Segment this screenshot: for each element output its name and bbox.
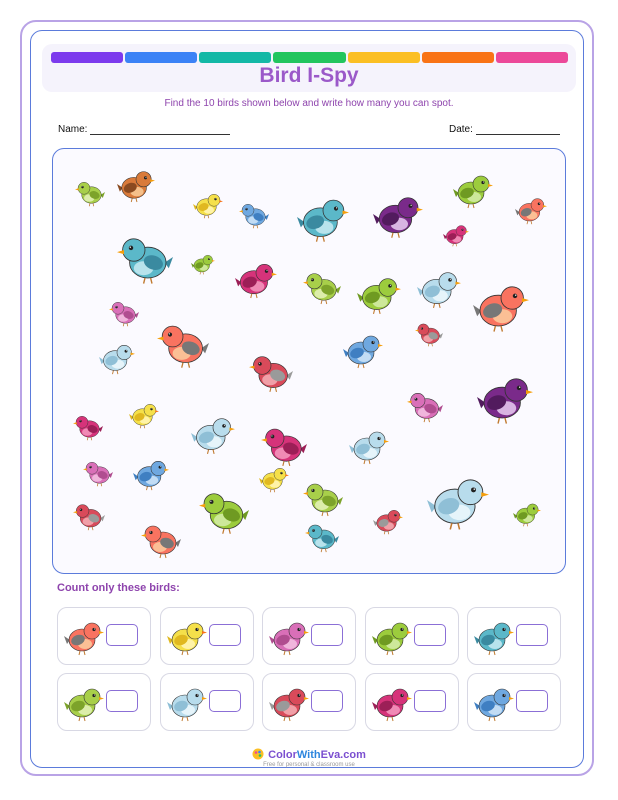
teal-bird-icon bbox=[117, 229, 173, 285]
bird-scene bbox=[52, 148, 566, 574]
pink-bird-icon bbox=[407, 387, 443, 423]
scene-bird bbox=[303, 267, 341, 310]
count-card bbox=[467, 673, 561, 731]
scene-bird bbox=[407, 387, 443, 428]
scene-bird bbox=[373, 189, 423, 244]
count-answer-box[interactable] bbox=[209, 624, 241, 646]
scene-bird bbox=[373, 505, 403, 540]
teal-bird-icon bbox=[297, 191, 349, 243]
stripe-segment bbox=[348, 52, 420, 63]
scene-bird bbox=[141, 519, 181, 564]
instructions-text: Find the 10 birds shown below and write how many you can spot. bbox=[164, 98, 454, 109]
scene-bird bbox=[157, 317, 209, 374]
count-section-label: Count only these birds: bbox=[57, 582, 180, 594]
count-card bbox=[57, 607, 151, 665]
green-bird-icon bbox=[453, 169, 493, 209]
green-bird-icon bbox=[199, 485, 249, 535]
count-card bbox=[365, 607, 459, 665]
scene-bird bbox=[427, 469, 489, 536]
scene-bird bbox=[129, 399, 159, 434]
yellow-bird-icon bbox=[259, 463, 289, 493]
count-answer-box[interactable] bbox=[209, 690, 241, 712]
count-answer-box[interactable] bbox=[106, 624, 138, 646]
scene-bird bbox=[249, 349, 293, 398]
red-gray-bird-icon bbox=[73, 499, 105, 531]
scene-bird bbox=[453, 169, 493, 214]
green-bird-icon bbox=[357, 271, 401, 315]
pink-bird-icon bbox=[83, 457, 113, 487]
scene-bird bbox=[109, 297, 139, 332]
stripe-segment bbox=[51, 52, 123, 63]
lime-round-bird-icon bbox=[303, 267, 341, 305]
scene-bird bbox=[99, 339, 135, 380]
teal-bird-icon bbox=[305, 519, 339, 553]
teal-bird-icon bbox=[474, 616, 514, 656]
scene-bird bbox=[259, 463, 289, 498]
blue-bird-icon bbox=[239, 199, 269, 229]
scene-bird bbox=[477, 369, 533, 430]
lime-round-bird-icon bbox=[75, 177, 105, 207]
magenta-bird-icon bbox=[372, 682, 412, 722]
count-answer-box[interactable] bbox=[516, 690, 548, 712]
orange-bird-icon bbox=[157, 317, 209, 369]
name-label: Name: bbox=[58, 124, 88, 135]
orange-bird-icon bbox=[515, 193, 547, 225]
brand-prefix: Color bbox=[268, 749, 297, 761]
scene-bird bbox=[515, 193, 547, 230]
scene-bird bbox=[513, 499, 541, 532]
date-field[interactable] bbox=[449, 124, 560, 135]
page-title: Bird I-Spy bbox=[259, 64, 359, 87]
pale-blue-bird-icon bbox=[349, 425, 389, 465]
count-answer-box[interactable] bbox=[106, 690, 138, 712]
pink-bird-icon bbox=[269, 616, 309, 656]
green-bird-icon bbox=[513, 499, 541, 527]
brand-suffix: Eva.com bbox=[320, 749, 366, 761]
count-answer-box[interactable] bbox=[516, 624, 548, 646]
scene-bird bbox=[191, 251, 215, 280]
scene-bird bbox=[343, 329, 383, 374]
magenta-bird-icon bbox=[443, 221, 469, 247]
green-bird-icon bbox=[372, 616, 412, 656]
pink-bird-icon bbox=[109, 297, 139, 327]
scene-bird bbox=[297, 191, 349, 248]
magenta-bird-icon bbox=[261, 421, 307, 467]
scene-bird bbox=[473, 277, 529, 338]
scene-bird bbox=[443, 221, 469, 252]
blue-bird-icon bbox=[133, 455, 169, 491]
yellow-bird-icon bbox=[167, 616, 207, 656]
red-gray-bird-icon bbox=[269, 682, 309, 722]
orange-bird-icon bbox=[64, 616, 104, 656]
scene-bird bbox=[193, 189, 223, 224]
count-card bbox=[57, 673, 151, 731]
count-card bbox=[262, 673, 356, 731]
stripe-segment bbox=[273, 52, 345, 63]
orange-bird-icon bbox=[141, 519, 181, 559]
brand-logo bbox=[0, 748, 618, 761]
scene-bird bbox=[417, 265, 461, 314]
purple-bird-icon bbox=[477, 369, 533, 425]
scene-bird bbox=[191, 411, 235, 460]
date-line[interactable] bbox=[476, 125, 560, 135]
scene-bird bbox=[133, 455, 169, 496]
stripe-segment bbox=[422, 52, 494, 63]
lime-round-bird-icon bbox=[303, 477, 343, 517]
name-field[interactable] bbox=[58, 124, 230, 135]
red-gray-bird-icon bbox=[415, 319, 443, 347]
pale-blue-bird-icon bbox=[191, 411, 235, 455]
orange-bird-icon bbox=[473, 277, 529, 333]
lime-round-bird-icon bbox=[64, 682, 104, 722]
footer-tagline: Free for personal & classroom use bbox=[263, 762, 355, 768]
scene-bird bbox=[117, 165, 155, 208]
footer bbox=[0, 748, 618, 768]
count-card bbox=[365, 673, 459, 731]
pale-blue-bird-icon bbox=[427, 469, 489, 531]
purple-bird-icon bbox=[373, 189, 423, 239]
count-card bbox=[467, 607, 561, 665]
scene-bird bbox=[117, 229, 173, 290]
scene-bird bbox=[239, 199, 269, 234]
name-line[interactable] bbox=[90, 125, 230, 135]
pale-blue-bird-icon bbox=[167, 682, 207, 722]
scene-bird bbox=[235, 257, 277, 304]
scene-bird bbox=[303, 477, 343, 522]
brown-bird-icon bbox=[117, 165, 155, 203]
red-gray-bird-icon bbox=[249, 349, 293, 393]
magenta-bird-icon bbox=[235, 257, 277, 299]
scene-bird bbox=[199, 485, 249, 540]
date-label: Date: bbox=[449, 124, 473, 135]
scene-bird bbox=[305, 519, 339, 558]
scene-bird bbox=[83, 457, 113, 492]
scene-bird bbox=[75, 177, 105, 212]
scene-bird bbox=[357, 271, 401, 320]
green-bird-icon bbox=[191, 251, 215, 275]
count-answer-box[interactable] bbox=[311, 624, 343, 646]
stripe-segment bbox=[496, 52, 568, 63]
count-card bbox=[160, 673, 254, 731]
yellow-bird-icon bbox=[193, 189, 223, 219]
count-answer-box[interactable] bbox=[414, 690, 446, 712]
palette-icon bbox=[252, 748, 264, 760]
blue-bird-icon bbox=[343, 329, 383, 369]
scene-bird bbox=[73, 411, 103, 446]
scene-bird bbox=[349, 425, 389, 470]
red-gray-bird-icon bbox=[373, 505, 403, 535]
count-card bbox=[160, 607, 254, 665]
pale-blue-bird-icon bbox=[99, 339, 135, 375]
scene-bird bbox=[415, 319, 443, 352]
count-answer-box[interactable] bbox=[414, 624, 446, 646]
count-answer-box[interactable] bbox=[311, 690, 343, 712]
yellow-bird-icon bbox=[129, 399, 159, 429]
magenta-bird-icon bbox=[73, 411, 103, 441]
count-card bbox=[262, 607, 356, 665]
pale-blue-bird-icon bbox=[417, 265, 461, 309]
brand-middle: With bbox=[296, 749, 321, 761]
stripe-segment bbox=[199, 52, 271, 63]
scene-bird bbox=[73, 499, 105, 536]
blue-bird-icon bbox=[474, 682, 514, 722]
stripe-segment bbox=[125, 52, 197, 63]
